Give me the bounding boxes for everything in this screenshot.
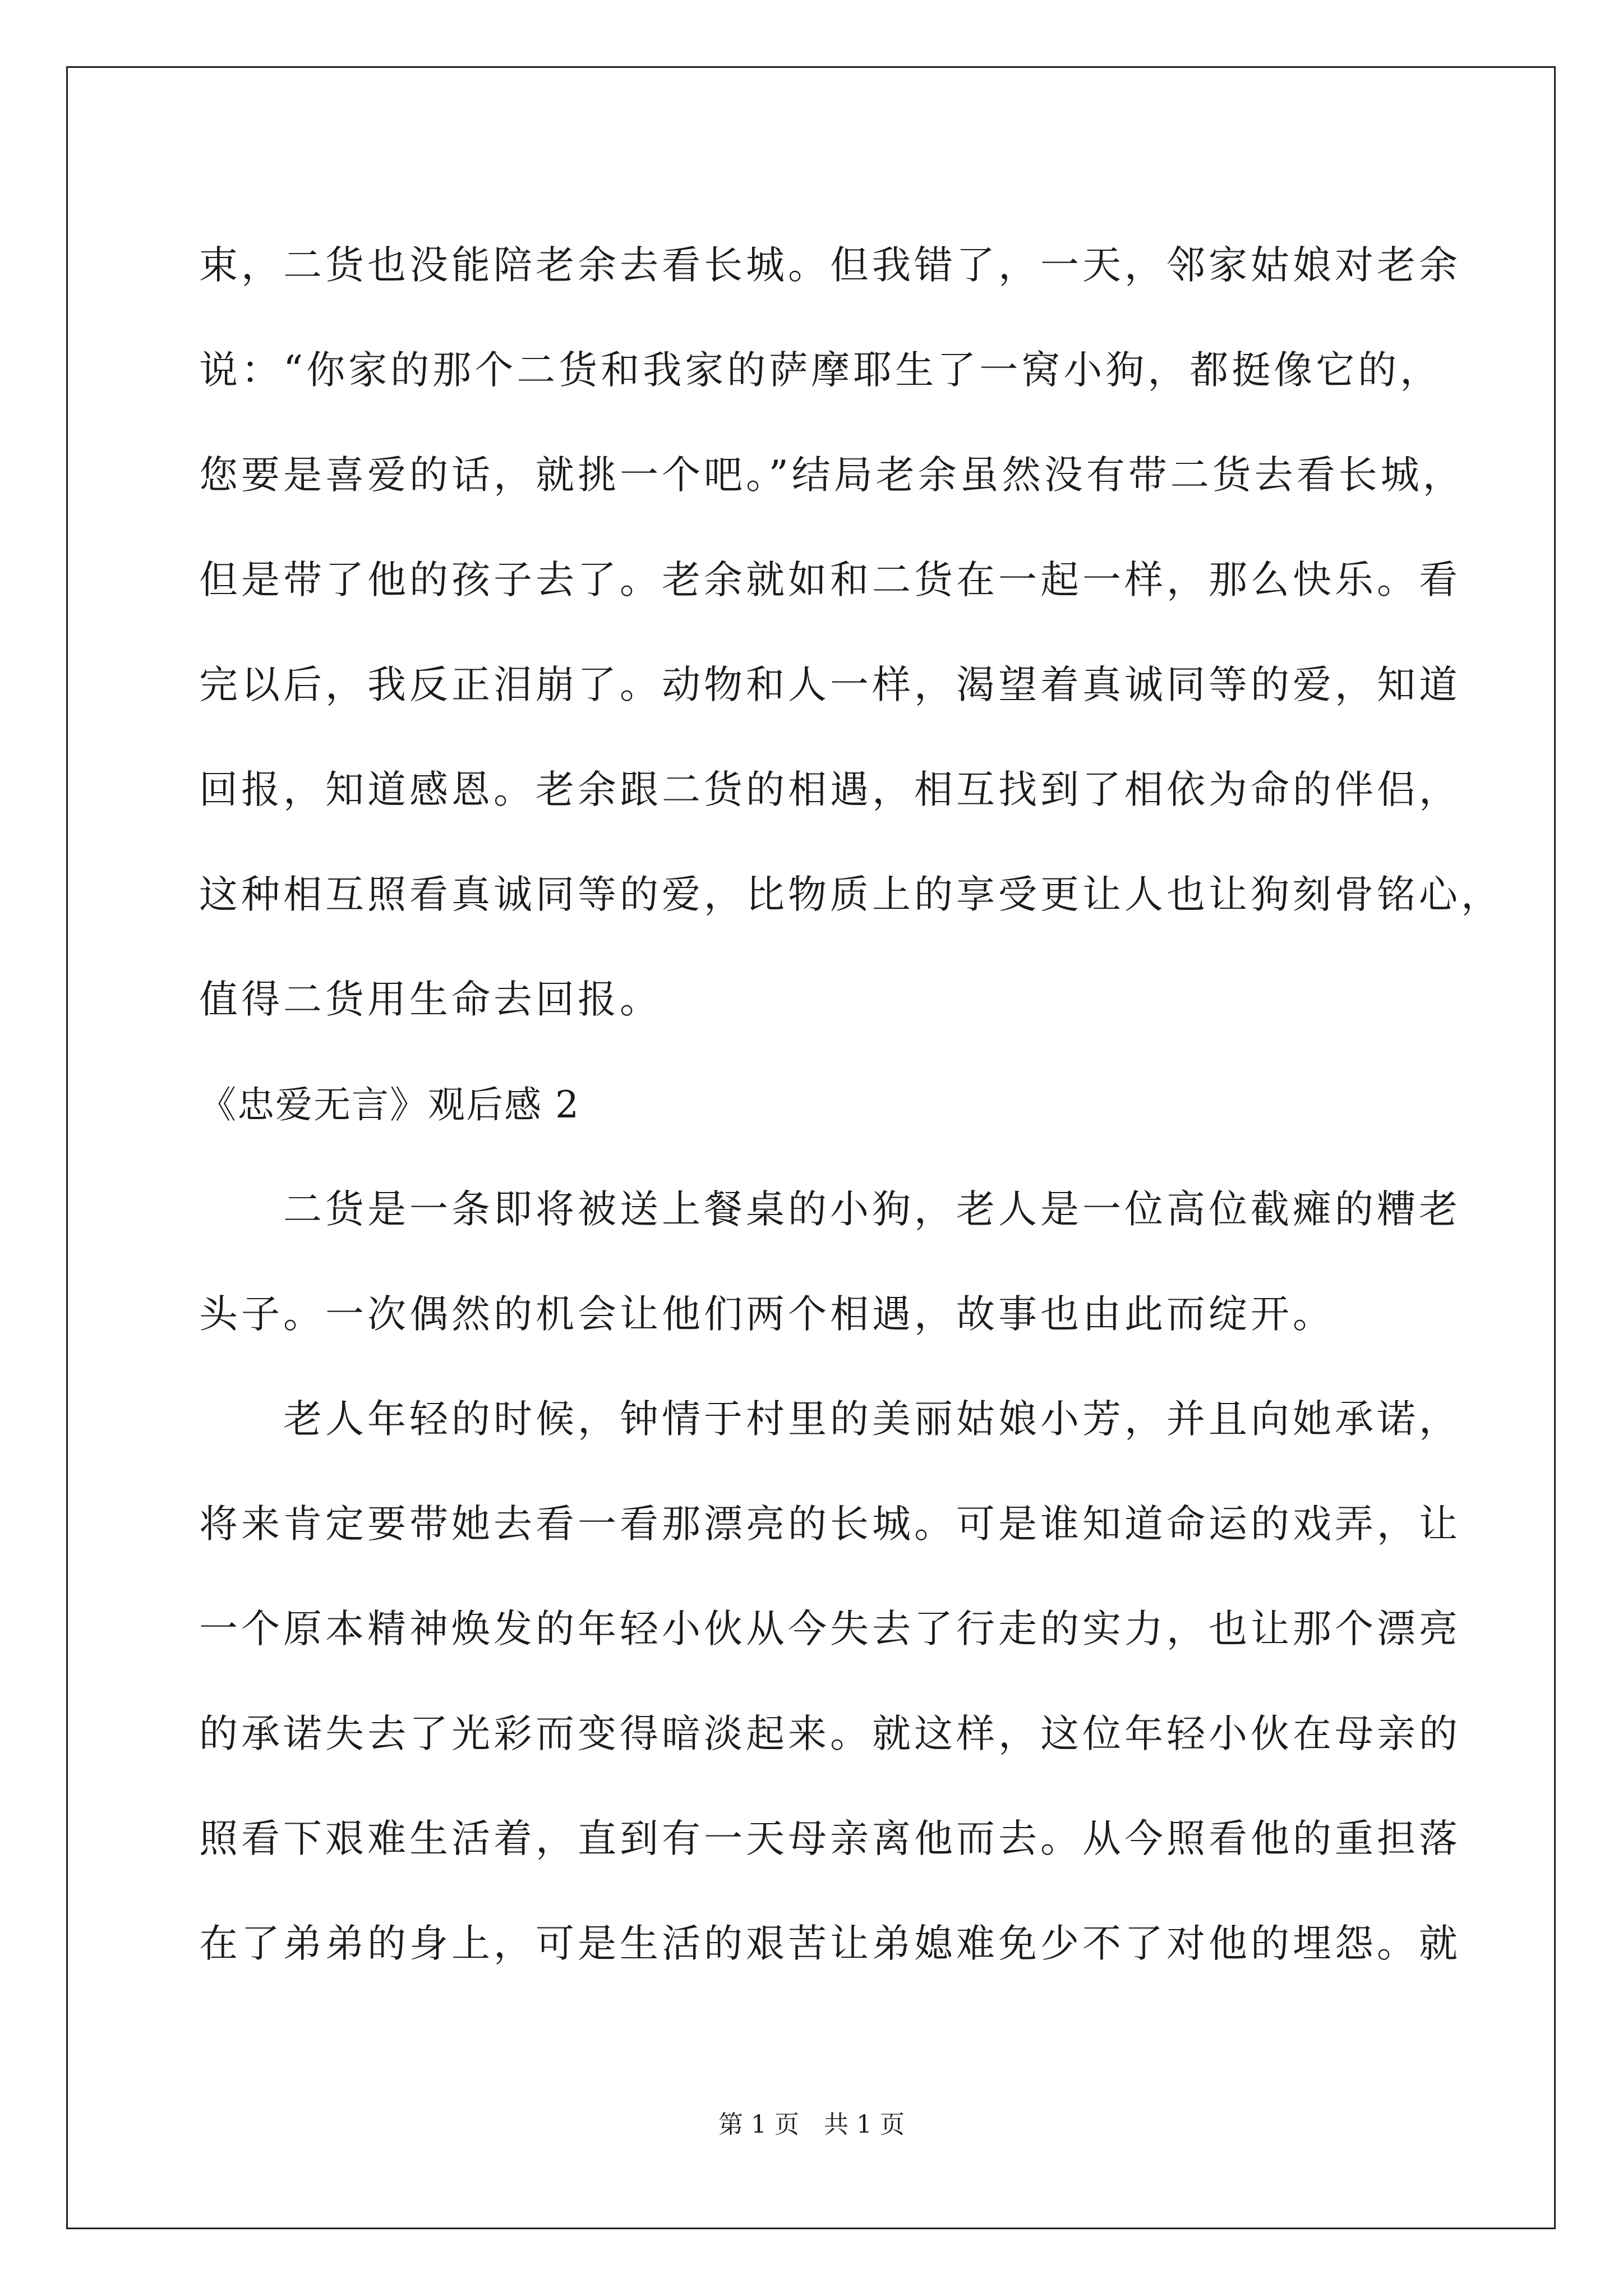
page-footer: 第 1 页 共 1 页 (718, 2110, 905, 2139)
text-line: 照看下艰难生活着，直到有一天母亲离他而去。从今照看他的重担落 (199, 1816, 1461, 1861)
text-line: 老人年轻的时候，钟情于村里的美丽姑娘小芳，并且向她承诺， (199, 1397, 1461, 1442)
text-line: 的承诺失去了光彩而变得暗淡起来。就这样，这位年轻小伙在母亲的 (199, 1711, 1461, 1756)
text-line: 头子。一次偶然的机会让他们两个相遇，故事也由此而绽开。 (199, 1292, 1335, 1337)
text-line: 您要是喜爱的话，就挑一个吧。”结局老余虽然没有带二货去看长城， (199, 453, 1465, 498)
text-line: 完以后，我反正泪崩了。动物和人一样，渴望着真诚同等的爱，知道 (199, 662, 1461, 707)
document-body (199, 213, 1503, 1996)
text-line: 说：“你家的那个二货和我家的萨摩耶生了一窝小狗，都挺像它的， (199, 348, 1442, 393)
text-line: 回报，知道感恩。老余跟二货的相遇，相互找到了相依为命的伴侣， (199, 767, 1461, 812)
text-line: 二货是一条即将被送上餐桌的小狗，老人是一位高位截瘫的糟老 (199, 1187, 1461, 1232)
text-line: 一个原本精神焕发的年轻小伙从今失去了行走的实力，也让那个漂亮 (199, 1607, 1461, 1651)
text-line: 将来肯定要带她去看一看那漂亮的长城。可是谁知道命运的戏弄，让 (199, 1502, 1461, 1547)
text-line: 束，二货也没能陪老余去看长城。但我错了，一天，邻家姑娘对老余 (199, 243, 1461, 288)
text-line: 在了弟弟的身上，可是生活的艰苦让弟媳难免少不了对他的埋怨。就 (199, 1921, 1461, 1966)
section-heading: 《忠爱无言》观后感 2 (199, 1083, 580, 1126)
text-line: 值得二货用生命去回报。 (199, 977, 662, 1022)
text-line: 但是带了他的孩子去了。老余就如和二货在一起一样，那么快乐。看 (199, 558, 1461, 602)
text-line: 这种相互照看真诚同等的爱，比物质上的享受更让人也让狗刻骨铭心， (199, 872, 1503, 917)
